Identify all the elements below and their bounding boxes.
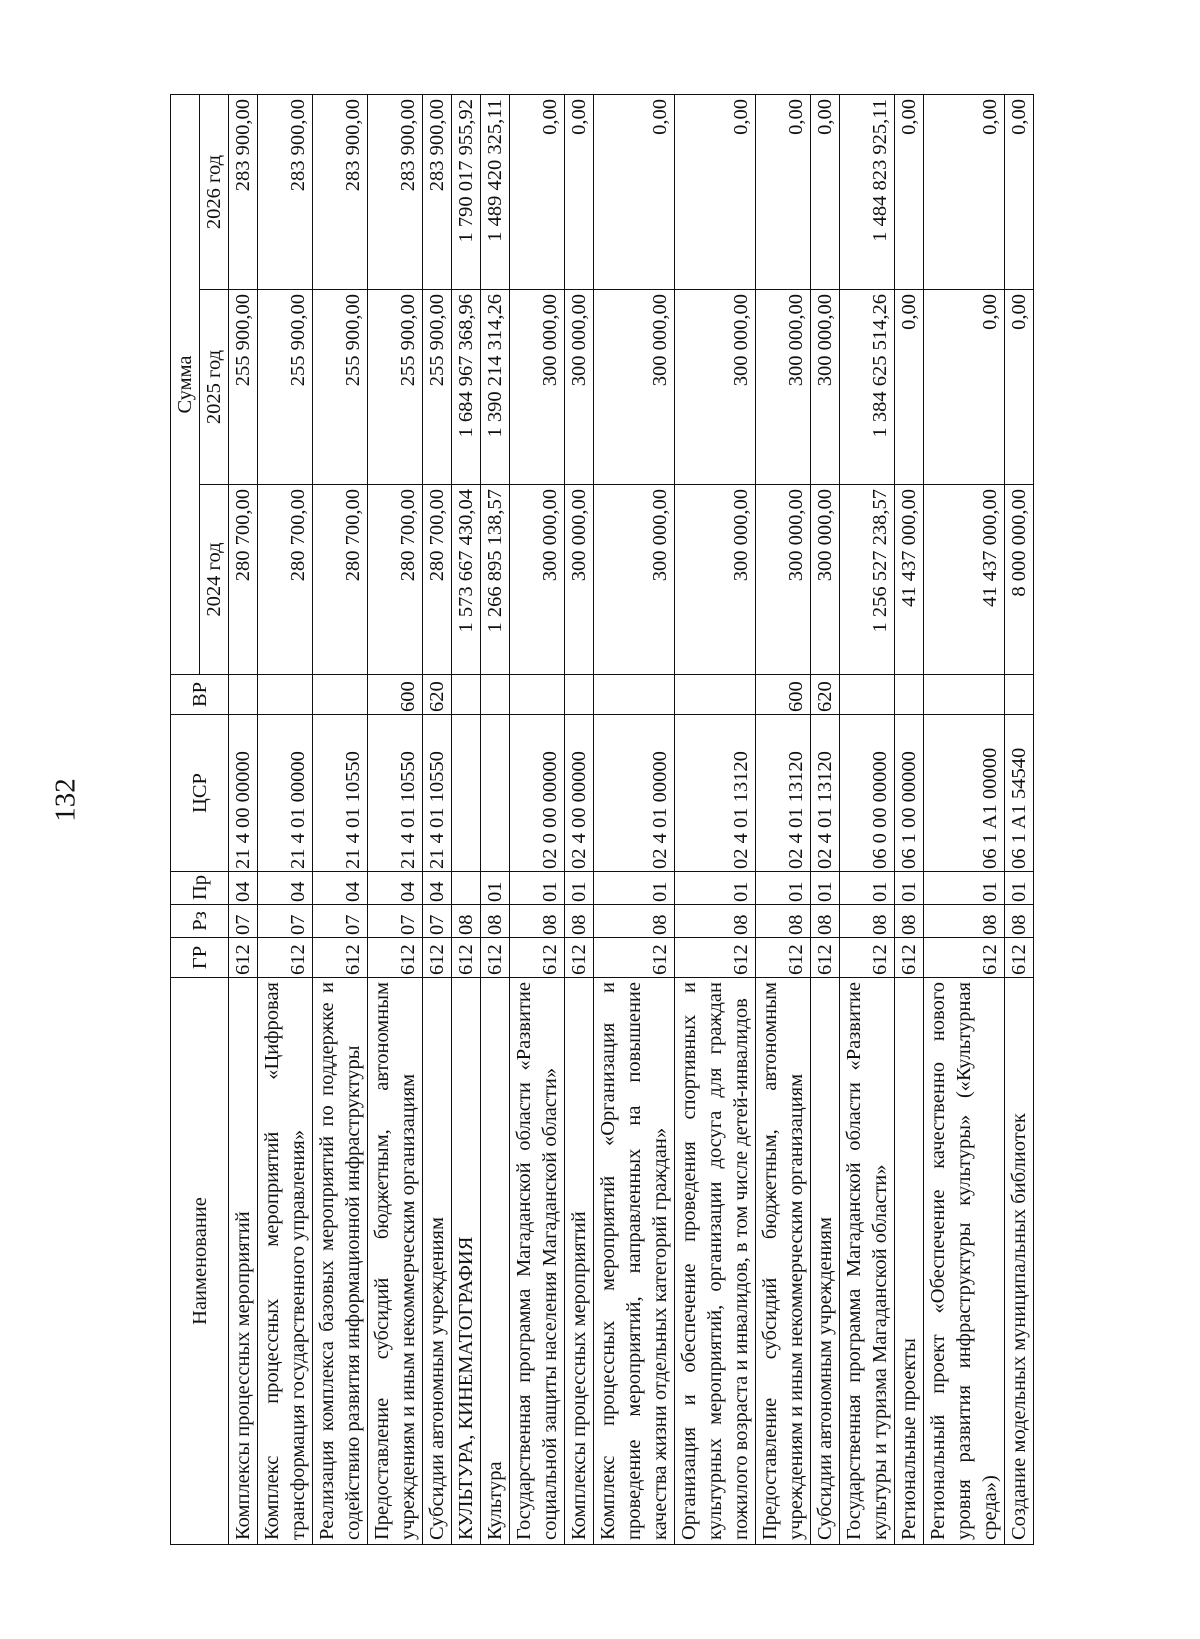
cell-name: Создание модельных муниципальных библиотек (1005, 978, 1034, 1545)
cell-pr: 01 (565, 872, 594, 905)
cell-2026: 1 790 017 955,92 (452, 94, 481, 289)
cell-2026: 283 900,00 (368, 94, 423, 289)
cell-2024: 280 700,00 (423, 485, 452, 675)
cell-rz: 07 (258, 905, 313, 938)
cell-gr: 612 (229, 938, 258, 978)
cell-pr: 01 (675, 872, 756, 905)
cell-pr (452, 872, 481, 905)
cell-vr (313, 675, 368, 715)
header-sum: Сумма (171, 94, 200, 674)
cell-2025: 1 684 967 368,96 (452, 290, 481, 485)
cell-2024: 300 000,00 (675, 485, 756, 675)
cell-pr: 04 (423, 872, 452, 905)
cell-pr: 01 (895, 872, 924, 905)
cell-name: Предоставление субсидий бюджетным, автономным учреждениям и иным некоммерческим организациям (756, 978, 811, 1545)
cell-gr: 612 (594, 938, 675, 978)
header-name: Наименование (171, 978, 229, 1545)
cell-rz: 08 (924, 905, 1005, 938)
table-row (895, 94, 924, 1544)
cell-vr (510, 675, 565, 715)
cell-pr: 01 (756, 872, 811, 905)
cell-name: Субсидии автономным учреждениям (423, 978, 452, 1545)
cell-name: Региональные проекты (895, 978, 924, 1545)
cell-csr: 06 1 A1 54540 (1005, 715, 1034, 872)
cell-vr (675, 675, 756, 715)
cell-gr: 612 (675, 938, 756, 978)
table-row (229, 94, 258, 1544)
table-header (171, 94, 229, 1544)
cell-name: Культура (481, 978, 510, 1545)
cell-2024: 41 437 000,00 (924, 485, 1005, 675)
budget-table-container (170, 95, 1070, 1545)
cell-pr: 01 (811, 872, 840, 905)
cell-2026: 0,00 (1005, 94, 1034, 289)
cell-rz: 08 (452, 905, 481, 938)
cell-pr: 01 (510, 872, 565, 905)
cell-name: Организация и обеспечение проведения спортивных и культурных мероприятий, организации досуга для граждан пожилого возраста и инвалидов, в том числе детей-инвалидов (675, 978, 756, 1545)
cell-pr: 01 (840, 872, 895, 905)
cell-pr: 04 (368, 872, 423, 905)
cell-csr (452, 715, 481, 872)
cell-rz: 08 (811, 905, 840, 938)
cell-gr: 612 (840, 938, 895, 978)
cell-csr: 02 4 01 00000 (594, 715, 675, 872)
cell-vr (452, 675, 481, 715)
cell-2024: 41 437 000,00 (895, 485, 924, 675)
table-row (840, 94, 895, 1544)
cell-pr: 01 (1005, 872, 1034, 905)
cell-name: Комплексы процессных мероприятий (565, 978, 594, 1545)
cell-2026: 1 489 420 325,11 (481, 94, 510, 289)
cell-2024: 1 256 527 238,57 (840, 485, 895, 675)
cell-2024: 1 573 667 430,04 (452, 485, 481, 675)
cell-csr: 21 4 01 10550 (368, 715, 423, 872)
header-csr: ЦСР (171, 715, 229, 872)
cell-name: Комплексы процессных мероприятий (229, 978, 258, 1545)
cell-csr: 06 0 00 00000 (840, 715, 895, 872)
cell-2026: 0,00 (565, 94, 594, 289)
cell-pr: 04 (313, 872, 368, 905)
cell-2026: 283 900,00 (423, 94, 452, 289)
cell-rz: 07 (423, 905, 452, 938)
cell-vr (481, 675, 510, 715)
cell-2024: 8 000 000,00 (1005, 485, 1034, 675)
table-row (368, 94, 423, 1544)
cell-name: Комплекс процессных мероприятий «Организация и проведение мероприятий, направленных на повышение качества жизни отдельных категорий граждан» (594, 978, 675, 1545)
cell-gr: 612 (895, 938, 924, 978)
cell-2026: 0,00 (756, 94, 811, 289)
table-row (258, 94, 313, 1544)
cell-rz: 08 (594, 905, 675, 938)
header-2025: 2025 год (200, 290, 229, 485)
cell-csr: 02 4 01 13120 (675, 715, 756, 872)
cell-gr: 612 (924, 938, 1005, 978)
cell-csr: 21 4 01 00000 (258, 715, 313, 872)
cell-name: Региональный проект «Обеспечение качественно нового уровня развития инфраструктуры культуры» («Культурная среда») (924, 978, 1005, 1545)
cell-rz: 08 (895, 905, 924, 938)
cell-gr: 612 (368, 938, 423, 978)
cell-gr: 612 (811, 938, 840, 978)
cell-2025: 300 000,00 (675, 290, 756, 485)
cell-gr: 612 (423, 938, 452, 978)
cell-rz: 07 (313, 905, 368, 938)
cell-csr: 06 1 A1 00000 (924, 715, 1005, 872)
cell-rz: 08 (565, 905, 594, 938)
cell-rz: 08 (510, 905, 565, 938)
header-pr: Пр (171, 872, 229, 905)
cell-2026: 0,00 (510, 94, 565, 289)
cell-vr (594, 675, 675, 715)
cell-2024: 300 000,00 (811, 485, 840, 675)
cell-gr: 612 (565, 938, 594, 978)
cell-2025: 255 900,00 (258, 290, 313, 485)
cell-vr: 620 (423, 675, 452, 715)
table-row (924, 94, 1005, 1544)
header-vr: ВР (171, 675, 229, 715)
cell-gr: 612 (510, 938, 565, 978)
cell-2025: 0,00 (924, 290, 1005, 485)
cell-pr: 01 (924, 872, 1005, 905)
cell-pr: 01 (481, 872, 510, 905)
cell-2024: 280 700,00 (368, 485, 423, 675)
cell-csr: 21 4 01 10550 (423, 715, 452, 872)
cell-2026: 0,00 (675, 94, 756, 289)
cell-csr: 06 1 00 00000 (895, 715, 924, 872)
budget-table (170, 94, 1034, 1545)
cell-vr: 620 (811, 675, 840, 715)
table-row (675, 94, 756, 1544)
cell-2026: 283 900,00 (313, 94, 368, 289)
cell-2025: 255 900,00 (313, 290, 368, 485)
cell-2024: 280 700,00 (258, 485, 313, 675)
cell-rz: 08 (481, 905, 510, 938)
cell-gr: 612 (481, 938, 510, 978)
cell-2026: 283 900,00 (258, 94, 313, 289)
cell-2025: 255 900,00 (368, 290, 423, 485)
cell-name: КУЛЬТУРА, КИНЕМАТОГРАФИЯ (452, 978, 481, 1545)
cell-vr (895, 675, 924, 715)
cell-csr: 02 4 00 00000 (565, 715, 594, 872)
cell-2025: 255 900,00 (229, 290, 258, 485)
cell-csr: 02 4 01 13120 (756, 715, 811, 872)
cell-pr: 01 (594, 872, 675, 905)
cell-2025: 0,00 (895, 290, 924, 485)
cell-2024: 1 266 895 138,57 (481, 485, 510, 675)
cell-2024: 300 000,00 (565, 485, 594, 675)
cell-gr: 612 (258, 938, 313, 978)
cell-gr: 612 (756, 938, 811, 978)
page-number: 132 (49, 778, 82, 822)
cell-rz: 08 (675, 905, 756, 938)
cell-gr: 612 (1005, 938, 1034, 978)
cell-pr: 04 (229, 872, 258, 905)
cell-2024: 300 000,00 (756, 485, 811, 675)
cell-vr (258, 675, 313, 715)
cell-2024: 280 700,00 (229, 485, 258, 675)
cell-gr: 612 (313, 938, 368, 978)
cell-gr: 612 (452, 938, 481, 978)
header-rz: Рз (171, 905, 229, 938)
cell-2025: 255 900,00 (423, 290, 452, 485)
cell-2025: 300 000,00 (811, 290, 840, 485)
cell-2025: 1 384 625 514,26 (840, 290, 895, 485)
cell-2025: 300 000,00 (594, 290, 675, 485)
cell-name: Государственная программа Магаданской области «Развитие культуры и туризма Магаданской области» (840, 978, 895, 1545)
cell-rz: 08 (840, 905, 895, 938)
cell-pr: 04 (258, 872, 313, 905)
table-row (510, 94, 565, 1544)
cell-rz: 08 (1005, 905, 1034, 938)
table-row (313, 94, 368, 1544)
cell-vr: 600 (756, 675, 811, 715)
cell-2024: 300 000,00 (594, 485, 675, 675)
table-row (481, 94, 510, 1544)
cell-vr: 600 (368, 675, 423, 715)
cell-2026: 283 900,00 (229, 94, 258, 289)
cell-2025: 1 390 214 314,26 (481, 290, 510, 485)
table-row (756, 94, 811, 1544)
cell-csr: 21 4 01 10550 (313, 715, 368, 872)
header-2024: 2024 год (200, 485, 229, 675)
cell-2025: 300 000,00 (510, 290, 565, 485)
cell-2026: 0,00 (811, 94, 840, 289)
cell-csr: 02 0 00 00000 (510, 715, 565, 872)
cell-2025: 0,00 (1005, 290, 1034, 485)
header-gr: ГР (171, 938, 229, 978)
cell-2026: 0,00 (594, 94, 675, 289)
table-row (423, 94, 452, 1544)
cell-rz: 07 (368, 905, 423, 938)
cell-name: Комплекс процессных мероприятий «Цифровая трансформация государственного управления» (258, 978, 313, 1545)
table-body (229, 94, 1034, 1544)
cell-csr: 21 4 00 00000 (229, 715, 258, 872)
table-row (452, 94, 481, 1544)
cell-vr (229, 675, 258, 715)
cell-vr (1005, 675, 1034, 715)
cell-2026: 0,00 (924, 94, 1005, 289)
table-row (594, 94, 675, 1544)
cell-csr: 02 4 01 13120 (811, 715, 840, 872)
cell-2025: 300 000,00 (565, 290, 594, 485)
cell-2026: 0,00 (895, 94, 924, 289)
cell-name: Государственная программа Магаданской области «Развитие социальной защиты населения Магаданской области» (510, 978, 565, 1545)
table-row (811, 94, 840, 1544)
cell-2024: 300 000,00 (510, 485, 565, 675)
cell-rz: 07 (229, 905, 258, 938)
cell-vr (924, 675, 1005, 715)
header-2026: 2026 год (200, 94, 229, 289)
table-row (565, 94, 594, 1544)
cell-2024: 280 700,00 (313, 485, 368, 675)
cell-rz: 08 (756, 905, 811, 938)
cell-vr (565, 675, 594, 715)
cell-name: Реализация комплекса базовых мероприятий по поддержке и содействию развития информационной инфраструктуры (313, 978, 368, 1545)
cell-name: Субсидии автономным учреждениям (811, 978, 840, 1545)
cell-2026: 1 484 823 925,11 (840, 94, 895, 289)
cell-csr (481, 715, 510, 872)
cell-vr (840, 675, 895, 715)
table-row (1005, 94, 1034, 1544)
cell-2025: 300 000,00 (756, 290, 811, 485)
cell-name: Предоставление субсидий бюджетным, автономным учреждениям и иным некоммерческим организациям (368, 978, 423, 1545)
